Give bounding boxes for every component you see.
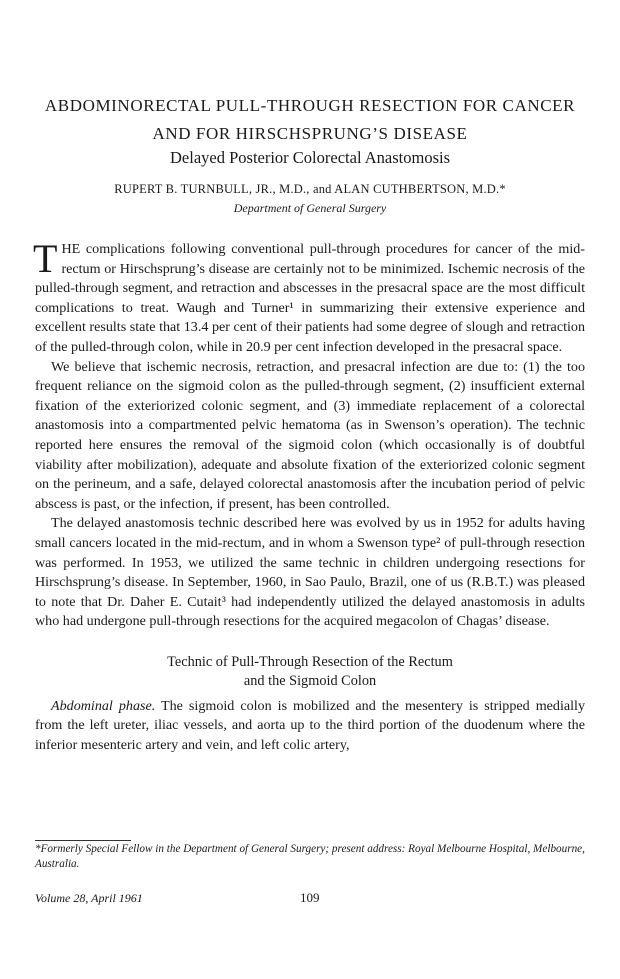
- paragraph-4-lead: Abdominal phase.: [51, 697, 156, 714]
- paragraph-4: [35, 697, 585, 756]
- title-line-2: AND FOR HIRSCHSPRUNG’S DISEASE: [152, 124, 468, 143]
- paragraph-1-text: HE complications following conventional pull-through procedures for cancer of the mid-rectum or Hirschsprung’s disease are certainly not to be minimized. Ischemic necrosis of the pulled-through segment, and retraction and abscesses in the presacral space are the most difficult complications to treat. Waugh and Turner¹ in summarizing their extensive experience and excellent results state that 13.4 per cent of their patients had some degree of slough and retraction of the pulled-through colon, while in 20.9 per cent infection developed in the presacral space.: [35, 241, 585, 355]
- section-heading: [35, 653, 585, 691]
- section-heading-line-2: and the Sigmoid Colon: [243, 672, 377, 689]
- footer-volume: Volume 28, April 1961: [35, 891, 143, 905]
- article-body: [33, 236, 586, 756]
- article-subtitle: Delayed Posterior Colorectal Anastomosis: [170, 148, 450, 167]
- author-line: RUPERT B. TURNBULL, JR., M.D., and ALAN CUTHBERTSON, M.D.*: [114, 182, 506, 196]
- drop-cap: T: [33, 236, 58, 281]
- article-title: [36, 92, 584, 148]
- page-number: 109: [300, 890, 320, 905]
- paragraph-2: We believe that ischemic necrosis, retraction, and presacral infection are due to: (1) the too frequent reliance on the sigmoid colon as the pulled-through segment, (2) insufficient external fixation of the exteriorized colonic segment, and (3) immediate replacement of a colorectal anastomosis into a compartmented pelvic hematoma (as in Swenson’s operation). The technic reported here ensures the removal of the sigmoid colon (which occasionally is of doubtful viability after mobilization), adequate and absolute fixation of the exteriorized colonic segment on the perineum, and a safe, delayed colorectal anastomosis after the incubation period of pelvic abscess is past, or the infection, if present, has been controlled.: [35, 358, 585, 512]
- section-heading-line-1: Technic of Pull-Through Resection of the Rectum: [167, 653, 453, 670]
- paragraph-4-text: The sigmoid colon is mobilized and the mesentery is stripped medially from the left ureter, iliac vessels, and aorta up to the third portion of the duodenum where the inferior mesenteric artery and vein, and left colic artery,: [35, 697, 586, 754]
- title-line-1: ABDOMINORECTAL PULL-THROUGH RESECTION FOR CANCER: [44, 96, 576, 115]
- paragraph-3: The delayed anastomosis technic described here was evolved by us in 1952 for adults having small cancers located in the mid-rectum, and in whom a Swenson type² of pull-through resection was performed. In 1953, we utilized the same technic in children undergoing resections for Hirschsprung’s disease. In September, 1960, in Sao Paulo, Brazil, one of us (R.B.T.) was pleased to note that Dr. Daher E. Cutait³ had independently utilized the delayed anastomosis in adults who had undergone pull-through resections for the acquired megacolon of Chagas’ disease.: [35, 515, 585, 630]
- paragraph-1: [33, 236, 585, 358]
- footnote: *Formerly Special Fellow in the Department of General Surgery; present address: Royal Melbourne Hospital, Melbourne, Australia.: [35, 843, 585, 870]
- department-line: Department of General Surgery: [233, 201, 387, 215]
- footnote-rule: [35, 840, 131, 841]
